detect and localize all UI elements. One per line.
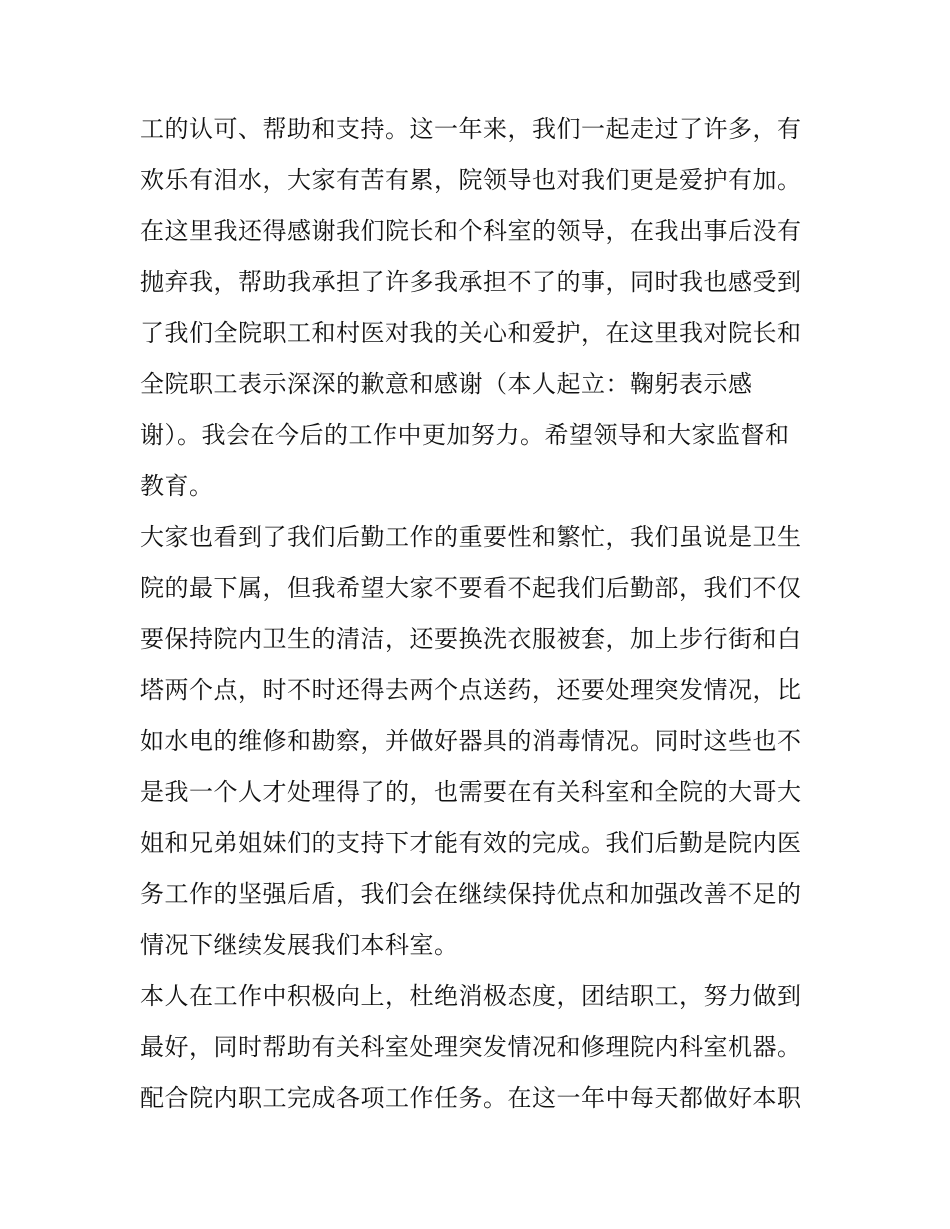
text-line: 姐和兄弟姐妹们的支持下才能有效的完成。我们后勤是院内医 xyxy=(140,829,802,857)
text-line: 如水电的维修和勘察，并做好器具的消毒情况。同时这些也不 xyxy=(140,727,802,755)
text-line: 谢）。我会在今后的工作中更加努力。希望领导和大家监督和 xyxy=(140,421,790,449)
text-line: 教育。 xyxy=(140,472,214,500)
text-line: 塔两个点，时不时还得去两个点送药，还要处理突发情况，比 xyxy=(140,676,802,704)
text-line: 在这里我还得感谢我们院长和个科室的领导，在我出事后没有 xyxy=(140,217,802,245)
text-line: 要保持院内卫生的清洁，还要换洗衣服被套，加上步行街和白 xyxy=(140,625,802,653)
text-line: 配合院内职工完成各项工作任务。在这一年中每天都做好本职 xyxy=(140,1084,802,1112)
text-line: 了我们全院职工和村医对我的关心和爱护，在这里我对院长和 xyxy=(140,319,802,347)
text-line: 本人在工作中积极向上，杜绝消极态度，团结职工，努力做到 xyxy=(140,982,802,1010)
text-line: 大家也看到了我们后勤工作的重要性和繁忙，我们虽说是卫生 xyxy=(140,523,802,551)
text-line: 欢乐有泪水，大家有苦有累，院领导也对我们更是爱护有加。 xyxy=(140,166,802,194)
text-line: 抛弃我，帮助我承担了许多我承担不了的事，同时我也感受到 xyxy=(140,268,802,296)
text-line: 务工作的坚强后盾，我们会在继续保持优点和加强改善不足的 xyxy=(140,880,802,908)
text-line: 全院职工表示深深的歉意和感谢（本人起立：鞠躬表示感 xyxy=(140,370,753,398)
document-body xyxy=(140,104,812,1124)
text-line: 工的认可、帮助和支持。这一年来，我们一起走过了许多，有 xyxy=(140,115,802,143)
text-line: 最好，同时帮助有关科室处理突发情况和修理院内科室机器。 xyxy=(140,1033,802,1061)
text-line: 情况下继续发展我们本科室。 xyxy=(140,931,459,959)
text-line: 是我一个人才处理得了的，也需要在有关科室和全院的大哥大 xyxy=(140,778,802,806)
text-line: 院的最下属，但我希望大家不要看不起我们后勤部，我们不仅 xyxy=(140,574,802,602)
